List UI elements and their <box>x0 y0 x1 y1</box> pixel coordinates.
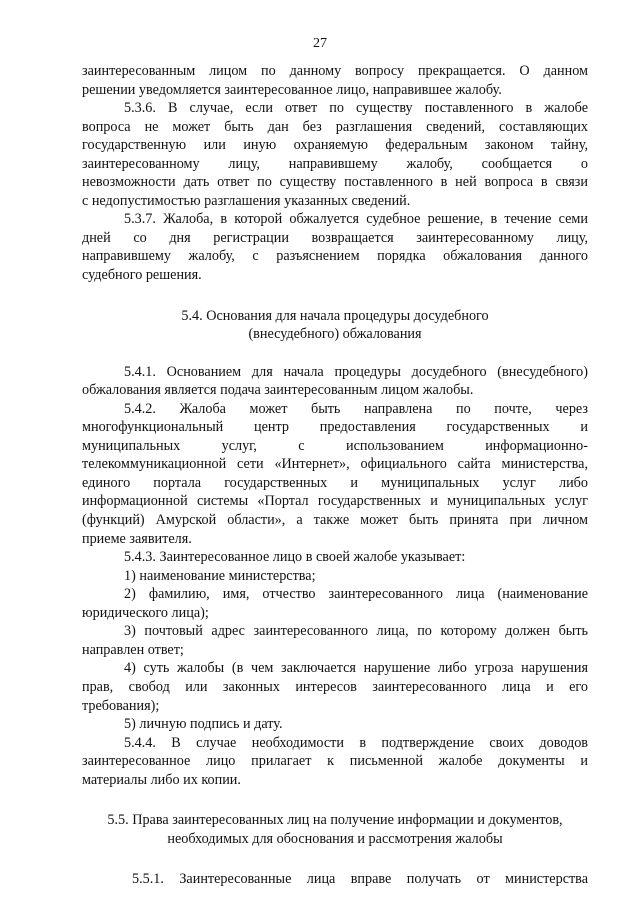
paragraph-line: заинтересованным лицом по данному вопросу прекращается. О данном <box>82 63 588 79</box>
paragraph-line: обжалования является подача заинтересованным лицом жалобы. <box>82 382 474 399</box>
paragraph-line: 5.4.1. Основанием для начала процедуры досудебного (внесудебного) <box>124 363 588 380</box>
paragraph-line: дней со дня регистрации возвращается заинтересованному лицу, <box>82 229 588 246</box>
paragraph-line: 5.5.1. Заинтересованные лица вправе получать от министерства <box>132 871 588 888</box>
paragraph-line: единого портала государственных и муниципальных услуг либо <box>82 474 588 491</box>
list-item: юридического лица); <box>82 604 209 621</box>
section-heading: 5.5. Права заинтересованных лиц на получение информации и документов, <box>107 812 563 829</box>
paragraph-line: 5.3.6. В случае, если ответ по существу поставленного в жалобе <box>124 100 588 117</box>
list-item: 2) фамилию, имя, отчество заинтересованного лица (наименование <box>124 586 588 603</box>
paragraph-line: государственную или иную охраняемую федеральным законом тайну, <box>82 137 588 154</box>
paragraph-line: решении уведомляется заинтересованное лицо, направившее жалобу. <box>82 81 502 98</box>
paragraph-line: невозможности дать ответ по существу поставленного в ней вопроса в связи <box>82 174 588 191</box>
paragraph-line: с недопустимостью разглашения указанных сведений. <box>82 192 411 209</box>
paragraph-line: телекоммуникационной сети «Интернет», официального сайта министерства, <box>82 456 588 473</box>
section-heading: необходимых для обоснования и рассмотрения жалобы <box>167 830 503 847</box>
section-heading: 5.4. Основания для начала процедуры досудебного <box>181 307 489 324</box>
section-heading: (внесудебного) обжалования <box>248 326 422 343</box>
paragraph-line: вопроса не может быть дан без разглашения сведений, составляющих <box>82 118 588 135</box>
paragraph-line: (функций) Амурской области», а также может быть принята при личном <box>82 512 588 529</box>
document-body <box>82 62 588 889</box>
list-item: 5) личную подпись и дату. <box>124 716 283 733</box>
paragraph-line: муниципальных услуг, с использованием информационно- <box>82 437 588 454</box>
paragraph-line: 5.4.4. В случае необходимости в подтверждение своих доводов <box>124 734 588 751</box>
paragraph-line: 5.3.7. Жалоба, в которой обжалуется судебное решение, в течение семи <box>124 211 588 228</box>
paragraph-line: приеме заявителя. <box>82 530 192 547</box>
paragraph-line: судебного решения. <box>82 267 202 284</box>
list-item: требования); <box>82 697 160 714</box>
list-item: 1) наименование министерства; <box>124 567 316 584</box>
paragraph-line: заинтересованное лицо прилагает к письменной жалобе документы и <box>82 753 588 770</box>
paragraph-line: направившему жалобу, с разъяснением порядка обжалования данного <box>82 248 588 265</box>
paragraph-line: 5.4.2. Жалоба может быть направлена по почте, через <box>124 400 588 417</box>
paragraph-line: материалы либо их копии. <box>82 771 241 788</box>
list-item: 4) суть жалобы (в чем заключается нарушение либо угроза нарушения <box>124 660 588 677</box>
paragraph-line: информационной системы «Портал государственных и муниципальных услуг <box>82 493 588 510</box>
paragraph-line: 5.4.3. Заинтересованное лицо в своей жалобе указывает: <box>124 549 466 566</box>
page-number: 27 <box>313 36 327 51</box>
list-item: направлен ответ; <box>82 641 184 658</box>
paragraph-line: многофункциональный центр предоставления государственных и <box>82 419 588 436</box>
paragraph-line: заинтересованному лицу, направившему жалобу, сообщается о <box>82 155 588 172</box>
list-item: 3) почтовый адрес заинтересованного лица, по которому должен быть <box>124 623 588 640</box>
list-item: прав, свобод или законных интересов заинтересованного лица и его <box>82 678 588 695</box>
